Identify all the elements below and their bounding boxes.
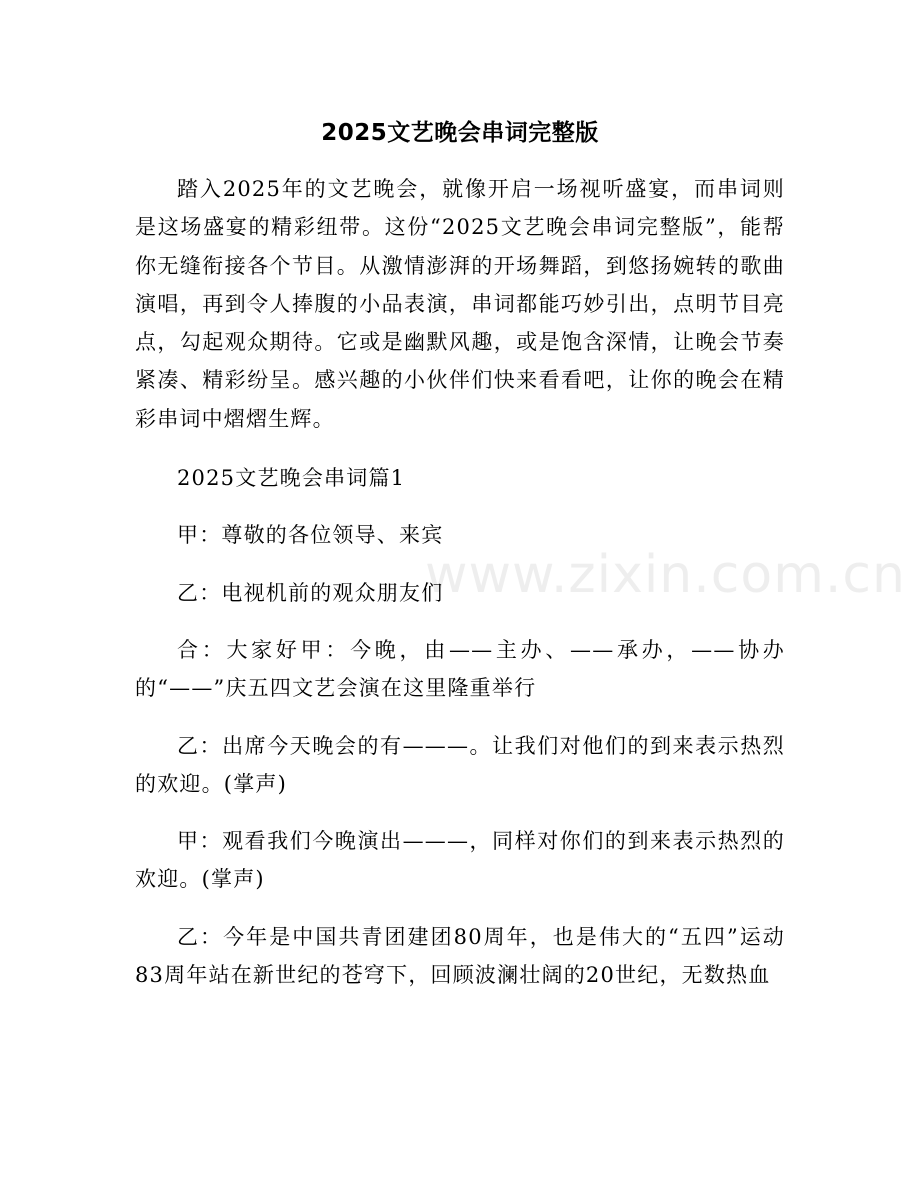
- script-line: 乙：出席今天晚会的有———。让我们对他们的到来表示热烈的欢迎。(掌声): [135, 733, 785, 796]
- intro-paragraph: 踏入2025年的文艺晚会，就像开启一场视听盛宴，而串词则是这场盛宴的精彩纽带。这份“2025文艺晚会串词完整版”，能帮你无缝衔接各个节目。从激情澎湃的开场舞蹈，到悠扬婉转的歌曲演唱，再到令人捧腹的小品表演，串词都能巧妙引出，点明节目亮点，勾起观众期待。它或是幽默风趣，或是饱含深情，让晚会节奏紧凑、精彩纷呈。感兴趣的小伙伴们快来看看吧，让你的晚会在精彩串词中熠熠生辉。: [135, 177, 785, 431]
- script-line: 合：大家好甲：今晚，由——主办、——承办，——协办的“——”庆五四文艺会演在这里隆重举行: [135, 637, 785, 701]
- script-line: 甲：观看我们今晚演出———，同样对你们的到来表示热烈的欢迎。(掌声): [135, 829, 785, 892]
- script-line: 乙：今年是中国共青团建团80周年，也是伟大的“五四”运动83周年站在新世纪的苍穹下，回顾波澜壮阔的20世纪，无数热血: [135, 924, 785, 988]
- script-line: 乙：电视机前的观众朋友们: [177, 580, 444, 605]
- watermark: www.zixin.com.cn: [425, 545, 906, 605]
- script-line: 甲：尊敬的各位领导、来宾: [177, 523, 444, 548]
- section-heading: 2025文艺晚会串词篇1: [177, 466, 406, 491]
- page-title: 2025文艺晚会串词完整版: [321, 120, 599, 146]
- document-body: [135, 170, 785, 1013]
